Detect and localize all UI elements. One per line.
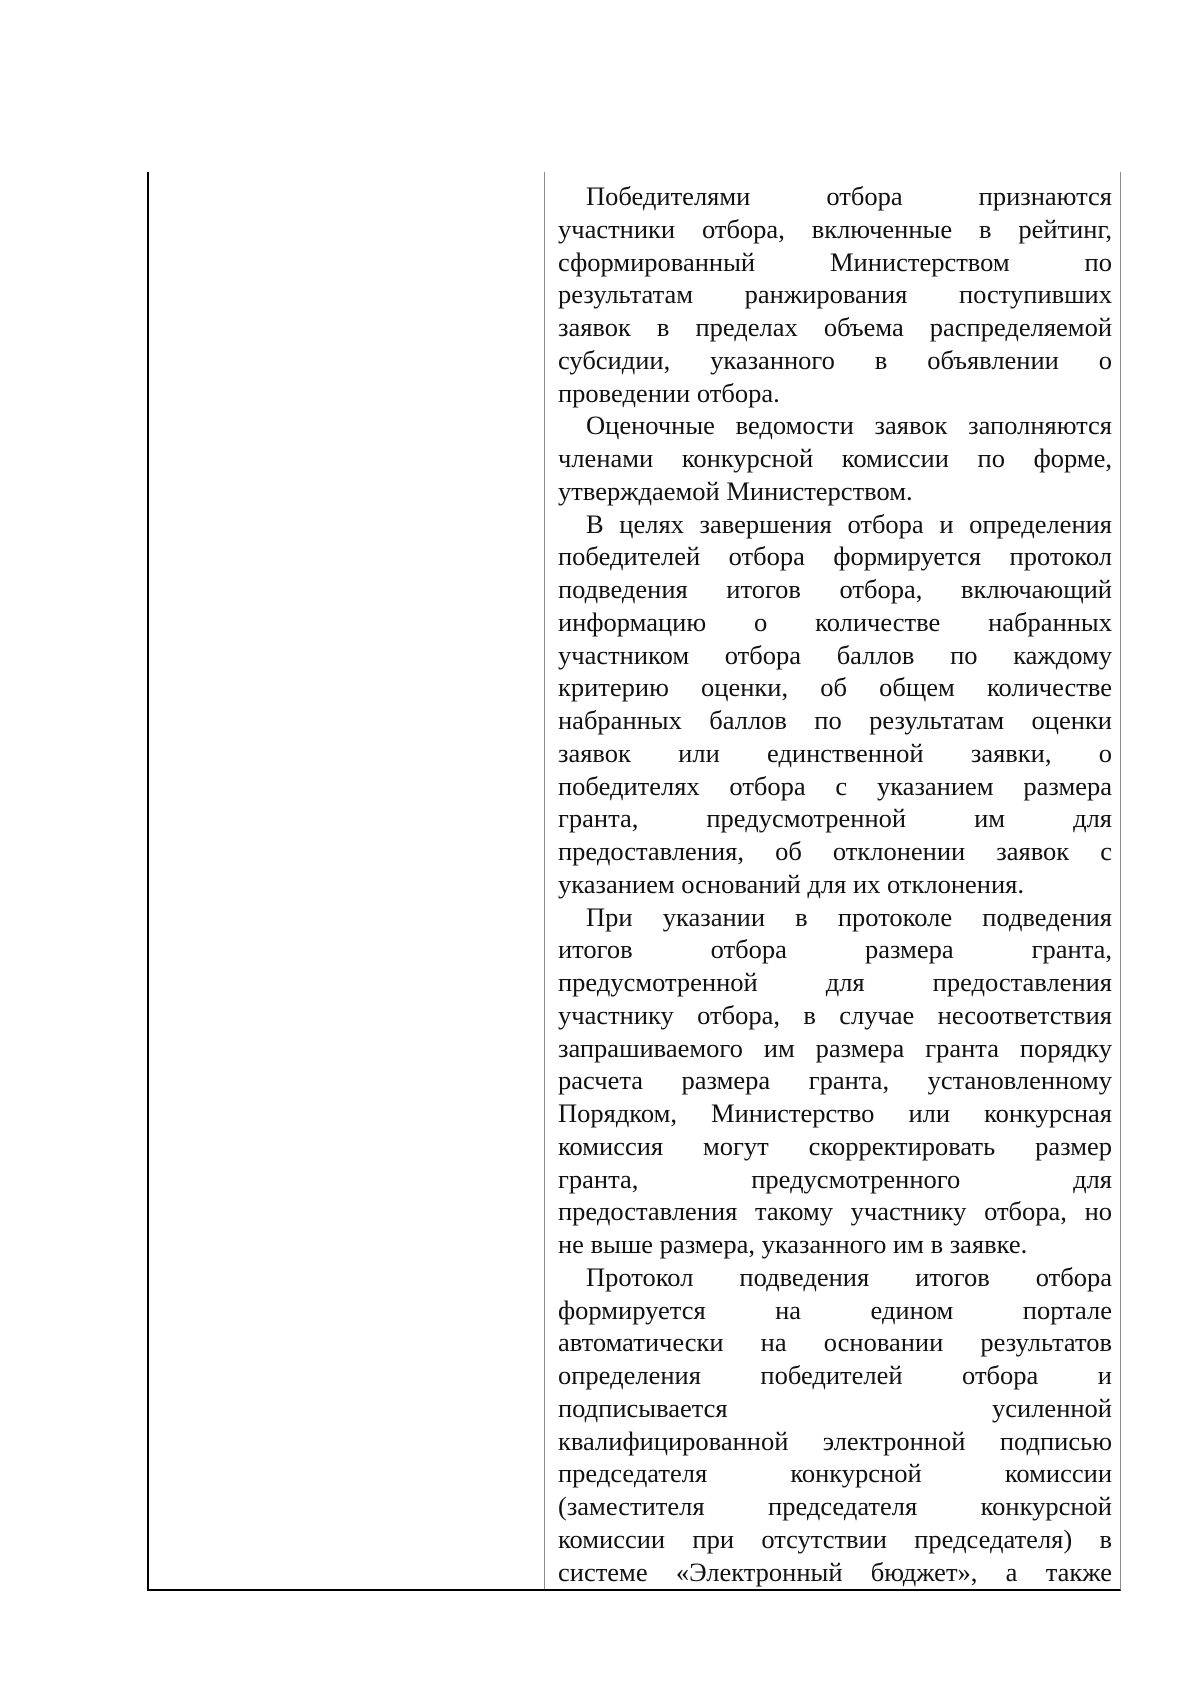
text-line: комиссия могут скорректировать размер: [558, 1130, 1112, 1161]
text-line: сформированный Министерством по: [558, 246, 1112, 277]
document-table: [147, 172, 1121, 1591]
text-line: предусмотренной для предоставления: [558, 967, 1112, 997]
paragraph: [558, 1261, 1112, 1589]
text-line: победителей отбора формируется протокол: [558, 541, 1112, 572]
paragraph: [558, 409, 1112, 507]
text-line: субсидии, указанного в объявлении о: [558, 344, 1112, 375]
text-line: участником отбора баллов по каждому: [558, 639, 1112, 670]
text-line: (заместителя председателя конкурсной: [558, 1491, 1112, 1521]
text-line: председателя конкурсной комиссии: [558, 1458, 1112, 1489]
text-line: победителях отбора с указанием размера: [558, 770, 1112, 801]
paragraph: [558, 180, 1112, 409]
text-line: членами конкурсной комиссии по форме,: [558, 443, 1112, 473]
text-line: формируется на едином портале: [558, 1294, 1112, 1325]
text-line: результатам ранжирования поступивших: [558, 279, 1112, 310]
text-line: предоставления, об отклонении заявок с: [558, 836, 1112, 866]
text-line: При указании в протоколе подведения: [586, 901, 1112, 932]
text-line: заявок или единственной заявки, о: [558, 737, 1112, 768]
paragraph: [558, 901, 1112, 1261]
text-line: подписывается усиленной: [558, 1392, 1112, 1423]
text-line: не выше размера, указанного им в заявке.: [558, 1229, 1028, 1259]
text-line: предоставления такому участнику отбора, но: [558, 1196, 1112, 1227]
text-line: утверждаемой Министерством.: [558, 475, 913, 506]
text-line: критерию оценки, об общем количестве: [558, 672, 1112, 703]
text-line: Победителями отбора признаются: [586, 181, 1112, 211]
text-line: гранта, предусмотренной им для: [558, 803, 1112, 834]
text-line: В целях завершения отбора и определения: [586, 508, 1112, 539]
text-line: участники отбора, включенные в рейтинг,: [558, 213, 1112, 244]
table-cell-left: [149, 172, 545, 1589]
text-line: заявок в пределах объема распределяемой: [558, 312, 1112, 342]
cell-text: [558, 180, 1112, 1588]
text-line: определения победителей отбора и: [558, 1360, 1112, 1390]
text-line: квалифицированной электронной подписью: [558, 1425, 1112, 1456]
text-line: автоматически на основании результатов: [558, 1327, 1112, 1358]
text-line: итогов отбора размера гранта,: [558, 934, 1112, 965]
text-line: комиссии при отсутствии председателя) в: [558, 1523, 1112, 1554]
text-line: подведения итогов отбора, включающий: [558, 574, 1112, 604]
text-line: проведении отбора.: [558, 377, 780, 408]
table-cell-right: [558, 172, 1112, 1589]
text-line: набранных баллов по результатам оценки: [558, 705, 1112, 735]
paragraph: [558, 508, 1112, 901]
text-line: системе «Электронный бюджет», а также: [558, 1556, 1112, 1587]
text-line: Порядком, Министерство или конкурсная: [558, 1098, 1112, 1128]
text-line: информацию о количестве набранных: [558, 606, 1112, 637]
text-line: расчета размера гранта, установленному: [558, 1065, 1112, 1096]
text-line: Протокол подведения итогов отбора: [586, 1261, 1112, 1292]
text-line: Оценочные ведомости заявок заполняются: [586, 410, 1112, 441]
text-line: участнику отбора, в случае несоответствия: [558, 999, 1112, 1030]
text-line: указанием оснований для их отклонения.: [558, 868, 1024, 899]
text-line: запрашиваемого им размера гранта порядку: [558, 1032, 1112, 1063]
text-line: гранта, предусмотренного для: [558, 1163, 1112, 1194]
